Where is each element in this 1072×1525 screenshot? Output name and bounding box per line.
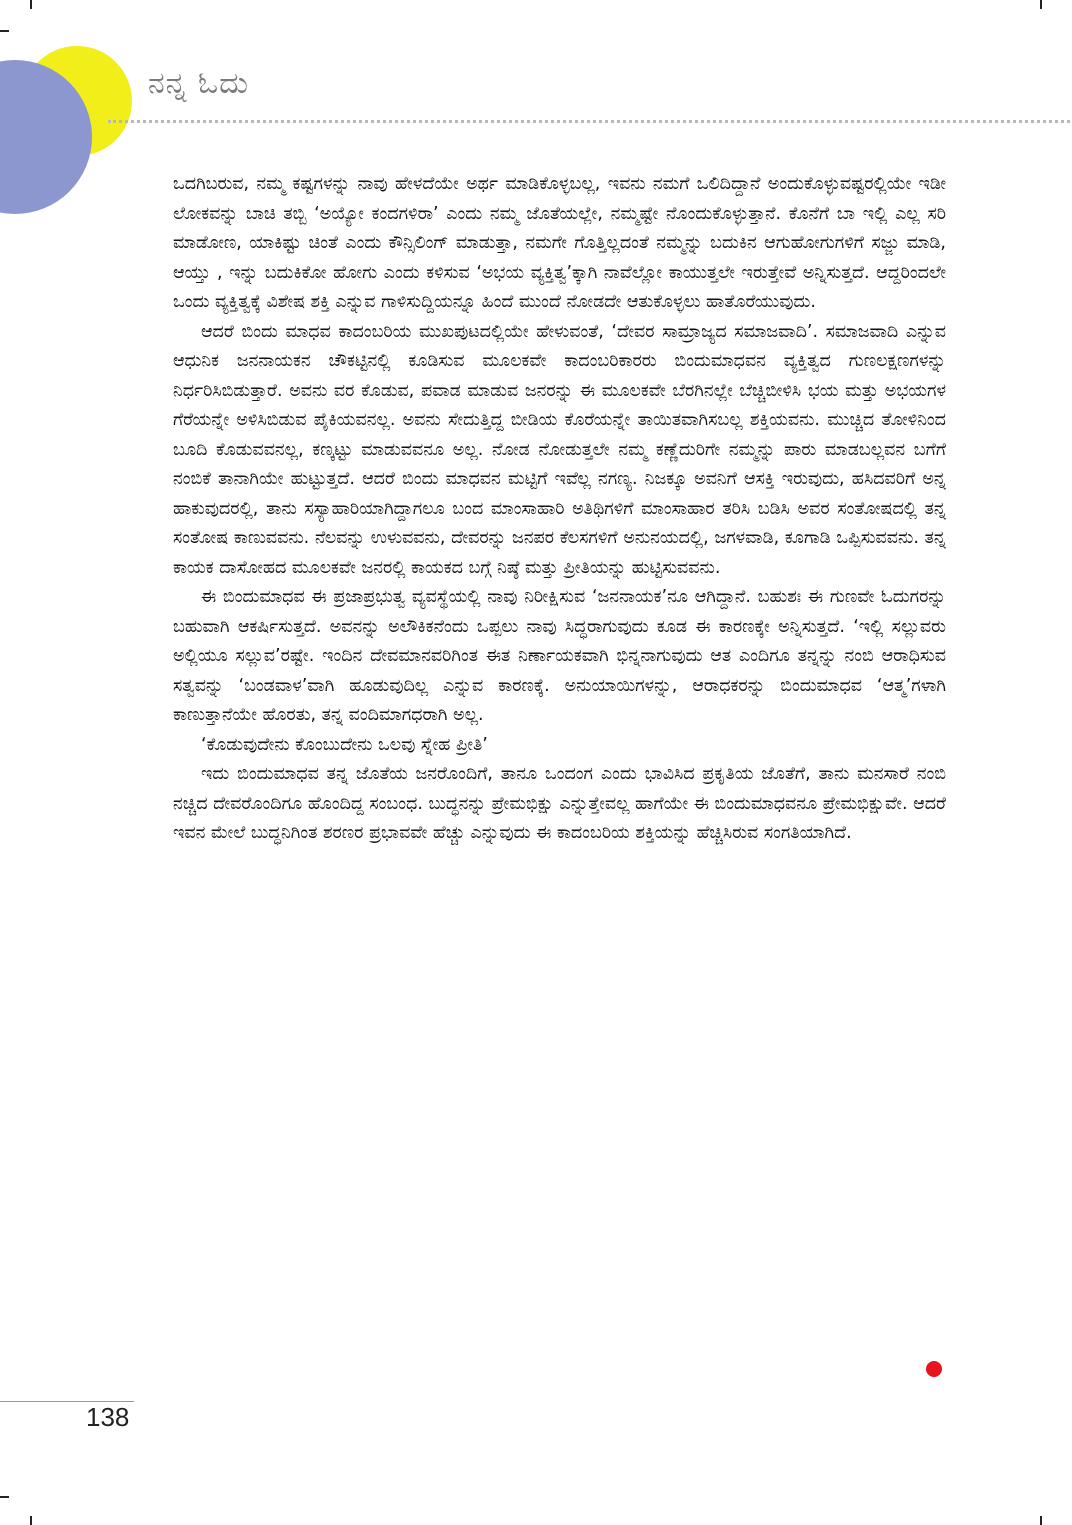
crop-mark-bottom-right	[1040, 1516, 1042, 1525]
article-body	[173, 170, 946, 849]
crop-mark-left-bottom	[0, 1496, 9, 1498]
crop-mark-left-top	[0, 30, 9, 32]
section-title: ನನ್ನ ಓದು	[148, 66, 250, 101]
end-marker-dot	[926, 1361, 942, 1377]
page-number: 138	[86, 1402, 130, 1432]
crop-mark-bottom-left	[30, 1516, 32, 1525]
paragraph-1: ಒದಗಿಬರುವ, ನಮ್ಮ ಕಷ್ಟಗಳನ್ನು ನಾವು ಹೇಳದೆಯೇ ಅರ್ಥ ಮಾಡಿಕೊಳ್ಳಬಲ್ಲ, ಇವನು ನಮಗೆ ಒಲಿದಿದ್ದಾನೆ ಅಂದುಕೊಳ್ಳುವಷ್ಟರಲ್ಲಿಯೇ ಇಡೀ ಲೋಕವನ್ನು ಬಾಚಿ ತಬ್ಬಿ ‘ಅಯ್ಯೋ ಕಂದಗಳಿರಾ’ ಎಂದು ನಮ್ಮ ಜೊತೆಯಲ್ಲೇ, ನಮ್ಮಷ್ಟೇ ನೊಂದುಕೊಳ್ಳುತ್ತಾನೆ. ಕೊನೆಗೆ ಬಾ ಇಲ್ಲಿ ಎಲ್ಲ ಸರಿ ಮಾಡೋಣ, ಯಾಕಿಷ್ಟು ಚಿಂತೆ ಎಂದು ಕೌನ್ಸಿಲಿಂಗ್ ಮಾಡುತ್ತಾ, ನಮಗೇ ಗೊತ್ತಿಲ್ಲದಂತೆ ನಮ್ಮನ್ನು ಬದುಕಿನ ಆಗುಹೋಗುಗಳಿಗೆ ಸಜ್ಜು ಮಾಡಿ, ಆಯ್ತು , ಇನ್ನು ಬದುಕಿಕೋ ಹೋಗು ಎಂದು ಕಳಿಸುವ ‘ಅಭಯ ವ್ಯಕ್ತಿತ್ವ’ಕ್ಕಾಗಿ ನಾವೆಲ್ಲೋ ಕಾಯುತ್ತಲೇ ಇರುತ್ತೇವೆ ಅನ್ನಿಸುತ್ತದೆ. ಆದ್ದರಿಂದಲೇ ಒಂದು ವ್ಯಕ್ತಿತ್ವಕ್ಕೆ ವಿಶೇಷ ಶಕ್ತಿ ಎನ್ನುವ ಗಾಳಿಸುದ್ದಿಯನ್ನೂ ಹಿಂದೆ ಮುಂದೆ ನೋಡದೇ ಆತುಕೊಳ್ಳಲು ಹಾತೊರೆಯುವುದು.	[173, 174, 946, 312]
paragraph-3: ಈ ಬಿಂದುಮಾಧವ ಈ ಪ್ರಜಾಪ್ರಭುತ್ವ ವ್ಯವಸ್ಥೆಯಲ್ಲಿ ನಾವು ನಿರೀಕ್ಷಿಸುವ ‘ಜನನಾಯಕ’ನೂ ಆಗಿದ್ದಾನೆ. ಬಹುಶಃ ಈ ಗುಣವೇ ಓದುಗರನ್ನು ಬಹುವಾಗಿ ಆಕರ್ಷಿಸುತ್ತದೆ. ಅವನನ್ನು ಅಲೌಕಿಕನೆಂದು ಒಪ್ಪಲು ನಾವು ಸಿದ್ಧರಾಗುವುದು ಕೂಡ ಈ ಕಾರಣಕ್ಕೇ ಅನ್ನಿಸುತ್ತದೆ. ‘ಇಲ್ಲಿ ಸಲ್ಲುವರು ಅಲ್ಲಿಯೂ ಸಲ್ಲುವ’ರಷ್ಟೇ. ಇಂದಿನ ದೇವಮಾನವರಿಗಿಂತ ಈತ ನಿರ್ಣಾಯಕವಾಗಿ ಭಿನ್ನನಾಗುವುದು ಆತ ಎಂದಿಗೂ ತನ್ನನ್ನು ನಂಬಿ ಆರಾಧಿಸುವ ಸತ್ವವನ್ನು ‘ಬಂಡವಾಳ’ವಾಗಿ ಹೂಡುವುದಿಲ್ಲ ಎನ್ನುವ ಕಾರಣಕ್ಕೆ. ಅನುಯಾಯಿಗಳನ್ನು, ಆರಾಧಕರನ್ನು ಬಿಂದುಮಾಧವ ‘ಆತ್ಮ’ಗಳಾಗಿ ಕಾಣುತ್ತಾನೆಯೇ ಹೊರತು, ತನ್ನ ವಂದಿಮಾಗಧರಾಗಿ ಅಲ್ಲ.	[173, 587, 946, 725]
paragraph-4: ಇದು ಬಿಂದುಮಾಧವ ತನ್ನ ಜೊತೆಯ ಜನರೊಂದಿಗೆ, ತಾನೂ ಒಂದಂಗ ಎಂದು ಭಾವಿಸಿದ ಪ್ರಕೃತಿಯ ಜೊತೆಗೆ, ತಾನು ಮನಸಾರೆ ನಂಬಿ ನಚ್ಚಿದ ದೇವರೊಂದಿಗೂ ಹೊಂದಿದ್ದ ಸಂಬಂಧ. ಬುದ್ಧನನ್ನು ಪ್ರೇಮಭಿಕ್ಷು ಎನ್ನುತ್ತೇವಲ್ಲ ಹಾಗೆಯೇ ಈ ಬಿಂದುಮಾಧವನೂ ಪ್ರೇಮಭಿಕ್ಷುವೇ. ಆದರೆ ಇವನ ಮೇಲೆ ಬುದ್ಧನಿಗಿಂತ ಶರಣರ ಪ್ರಭಾವವೇ ಹೆಚ್ಚು ಎನ್ನುವುದು ಈ ಕಾದಂಬರಿಯ ಶಕ್ತಿಯನ್ನು ಹೆಚ್ಚಿಸಿರುವ ಸಂಗತಿಯಾಗಿದೆ.	[173, 764, 946, 843]
paragraph-2: ಆದರೆ ಬಿಂದು ಮಾಧವ ಕಾದಂಬರಿಯ ಮುಖಪುಟದಲ್ಲಿಯೇ ಹೇಳುವಂತೆ, ‘ದೇವರ ಸಾಮ್ರಾಜ್ಯದ ಸಮಾಜವಾದಿ’. ಸಮಾಜವಾದಿ ಎನ್ನುವ ಆಧುನಿಕ ಜನನಾಯಕನ ಚೌಕಟ್ಟಿನಲ್ಲಿ ಕೂಡಿಸುವ ಮೂಲಕವೇ ಕಾದಂಬರಿಕಾರರು ಬಿಂದುಮಾಧವನ ವ್ಯಕ್ತಿತ್ವದ ಗುಣಲಕ್ಷಣಗಳನ್ನು ನಿರ್ಧರಿಸಿಬಿಡುತ್ತಾರೆ. ಅವನು ವರ ಕೊಡುವ, ಪವಾಡ ಮಾಡುವ ಜನರನ್ನು ಈ ಮೂಲಕವೇ ಬೆರಗಿನಲ್ಲೇ ಬೆಚ್ಚಿಬೀಳಿಸಿ ಭಯ ಮತ್ತು ಅಭಯಗಳ ಗೆರೆಯನ್ನೇ ಅಳಿಸಿಬಿಡುವ ಪೈಕಿಯವನಲ್ಲ. ಅವನು ಸೇದುತ್ತಿದ್ದ ಬೀಡಿಯ ಕೊರೆಯನ್ನೇ ತಾಯಿತವಾಗಿಸಬಲ್ಲ ಶಕ್ತಿಯವನು. ಮುಚ್ಚಿದ ತೋಳಿನಿಂದ ಬೂದಿ ಕೊಡುವವನಲ್ಲ, ಕಣ್ಕಟ್ಟು ಮಾಡುವವನೂ ಅಲ್ಲ. ನೋಡ ನೋಡುತ್ತಲೇ ನಮ್ಮ ಕಣ್ಣೆದುರಿಗೇ ನಮ್ಮನ್ನು ಪಾರು ಮಾಡಬಲ್ಲವನ ಬಗೆಗೆ ನಂಬಿಕೆ ತಾನಾಗಿಯೇ ಹುಟ್ಟುತ್ತದೆ. ಆದರೆ ಬಿಂದು ಮಾಧವನ ಮಟ್ಟಿಗೆ ಇವೆಲ್ಲ ನಗಣ್ಯ. ನಿಜಕ್ಕೂ ಅವನಿಗೆ ಆಸಕ್ತಿ ಇರುವುದು, ಹಸಿದವರಿಗೆ ಅನ್ನ ಹಾಕುವುದರಲ್ಲಿ, ತಾನು ಸಸ್ಯಾಹಾರಿಯಾಗಿದ್ದಾಗಲೂ ಬಂದ ಮಾಂಸಾಹಾರಿ ಅತಿಥಿಗಳಿಗೆ ಮಾಂಸಾಹಾರ ತರಿಸಿ ಬಡಿಸಿ ಅವರ ಸಂತೋಷದಲ್ಲಿ ತನ್ನ ಸಂತೋಷ ಕಾಣುವವನು. ನೆಲವನ್ನು ಉಳುವವನು, ದೇವರನ್ನು ಜನಪರ ಕೆಲಸಗಳಿಗೆ ಅನುನಯದಲ್ಲಿ, ಜಗಳವಾಡಿ, ಕೂಗಾಡಿ ಒಪ್ಪಿಸುವವನು. ತನ್ನ ಕಾಯಕ ದಾಸೋಹದ ಮೂಲಕವೇ ಜನರಲ್ಲಿ ಕಾಯಕದ ಬಗ್ಗೆ ನಿಷ್ಠೆ ಮತ್ತು ಪ್ರೀತಿಯನ್ನು ಹುಟ್ಟಿಸುವವನು.	[173, 321, 946, 578]
crop-mark-top-right	[1040, 0, 1042, 9]
quote-line: ‘ಕೊಡುವುದೇನು ಕೊಂಬುದೇನು ಒಲವು ಸ್ನೇಹ ಪ್ರೀತಿ’	[201, 734, 488, 755]
crop-mark-top-left	[30, 0, 32, 9]
header-dotted-rule	[108, 120, 1070, 123]
